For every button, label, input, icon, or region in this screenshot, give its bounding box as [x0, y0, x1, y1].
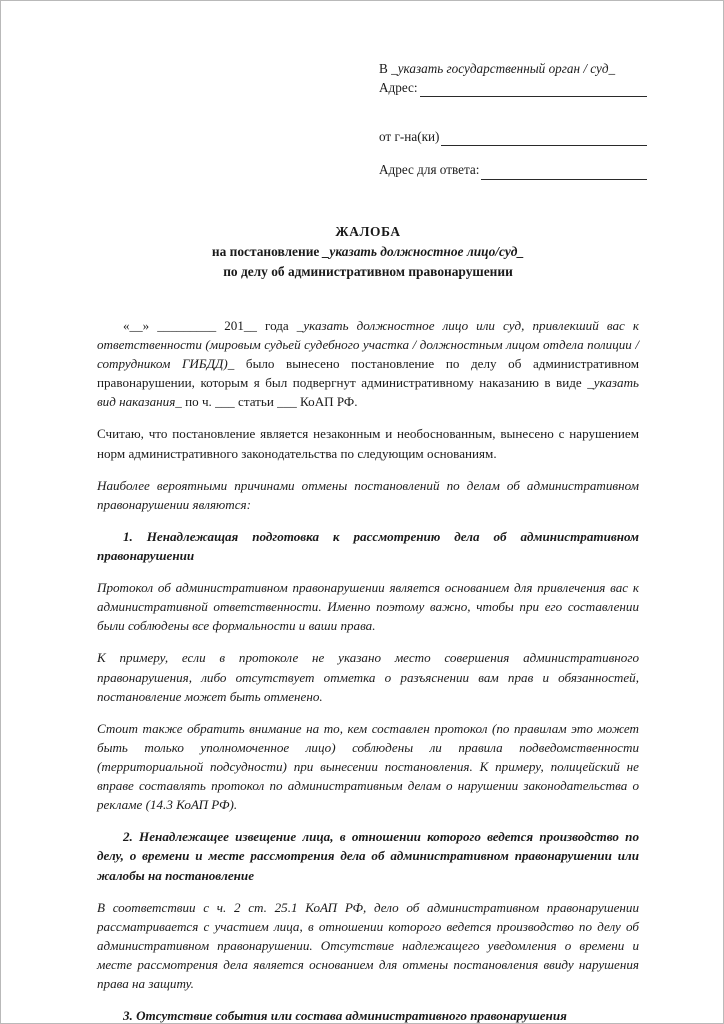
address-field-row[interactable] — [379, 78, 647, 97]
reply-address-field-row[interactable] — [379, 160, 647, 179]
intro-placeholder-official: _указать должностное лицо или суд, привлекший вас к ответственности (мировым судьей судебного участка / должностным лицом отдела полиции / сотрудником ГИБДД)_ — [97, 317, 639, 372]
addressee-spacer — [379, 97, 647, 127]
title-subline-2: по делу об административном правонарушении — [223, 263, 513, 279]
section-heading-3: 3. Отсутствие события или состава административного правонарушения — [123, 1008, 567, 1024]
intro-date-segment: «__» _________ 201__ года — [123, 317, 297, 333]
intro-placeholder-penalty: _указать вид наказания_ — [97, 375, 639, 410]
section-heading-2: 2. Ненадлежащее извещение лица, в отношении которого ведется производство по делу, о времени и месте рассмотрения дела об административном правонарушении или жалобы на постановление — [97, 829, 639, 883]
paragraph-schitayu: Считаю, что постановление является незаконным и необоснованным, вынесено с нарушением норм административного законодательства по следующим основаниям. — [97, 426, 639, 461]
title-sub-placeholder: _указать должностное лицо/суд_ — [322, 243, 525, 259]
paragraph-1-3: Стоит также обратить внимание на то, кем составлен протокол (по правилам это может быть только уполномоченное лицо) соблюдены ли правила подведомственности (территориальной подсудности) при вынесении постановления. К примеру, полицейский не вправе составлять протокол по административным делам о нарушении законодательства о рекламе (14.3 КоАП РФ). — [97, 720, 639, 813]
title-sub-prefix: на постановление — [211, 243, 323, 259]
title-subline-1 — [97, 242, 639, 262]
paragraph-2-1: В соответствии с ч. 2 ст. 25.1 КоАП РФ, дело об административном правонарушении рассматривается с участием лица, в отношении которого ведется производство по делу об административном правонарушении. Отсутствие надлежащего уведомления о времени и месте рассмотрения дела является основанием для отмены постановления ввиду нарушения права на защиту. — [97, 899, 639, 992]
from-label: от г-на(ки) — [379, 129, 440, 145]
reply-address-label: Адрес для ответа: — [379, 162, 480, 178]
from-input-rule[interactable] — [441, 132, 647, 146]
addressee-spacer-2 — [379, 146, 647, 160]
page-title: ЖАЛОБА — [335, 223, 401, 239]
paragraph-1-2: К примеру, если в протоколе не указано место совершения административного правонарушения, либо отсутствует отметка о разъяснении вам прав и обязанностей, постановление может быть отменено. — [97, 650, 639, 704]
intro-segment-3: по ч. ___ статьи ___ КоАП РФ. — [181, 394, 358, 410]
paragraph-1-1: Протокол об административном правонарушении является основанием для привлечения вас к административной ответственности. Именно поэтому важно, чтобы при его составлении были соблюдены все формальности и ваши права. — [97, 580, 639, 634]
address-label: Адрес: — [379, 80, 418, 96]
recipient-line — [379, 59, 647, 78]
addressee-block — [379, 59, 647, 180]
recipient-prefix: В — [379, 61, 392, 76]
document-sheet — [1, 1, 723, 1023]
from-field-row[interactable] — [379, 127, 647, 146]
paragraph-naibolee: Наиболее вероятными причинами отмены постановлений по делам об административном правонарушении являются: — [97, 477, 639, 512]
intro-segment-2: было вынесено постановление по делу об административном правонарушении, которым я был подвергнут административному наказанию в виде — [97, 356, 639, 391]
recipient-placeholder: _указать государственный орган / суд_ — [391, 61, 616, 76]
address-input-rule[interactable] — [420, 83, 647, 97]
reply-address-input-rule[interactable] — [481, 166, 647, 180]
section-heading-1: 1. Ненадлежащая подготовка к рассмотрению дела об административном правонарушении — [97, 528, 639, 563]
document-body — [97, 316, 639, 1024]
document-title-block — [97, 222, 639, 282]
paragraph-intro — [97, 316, 639, 412]
